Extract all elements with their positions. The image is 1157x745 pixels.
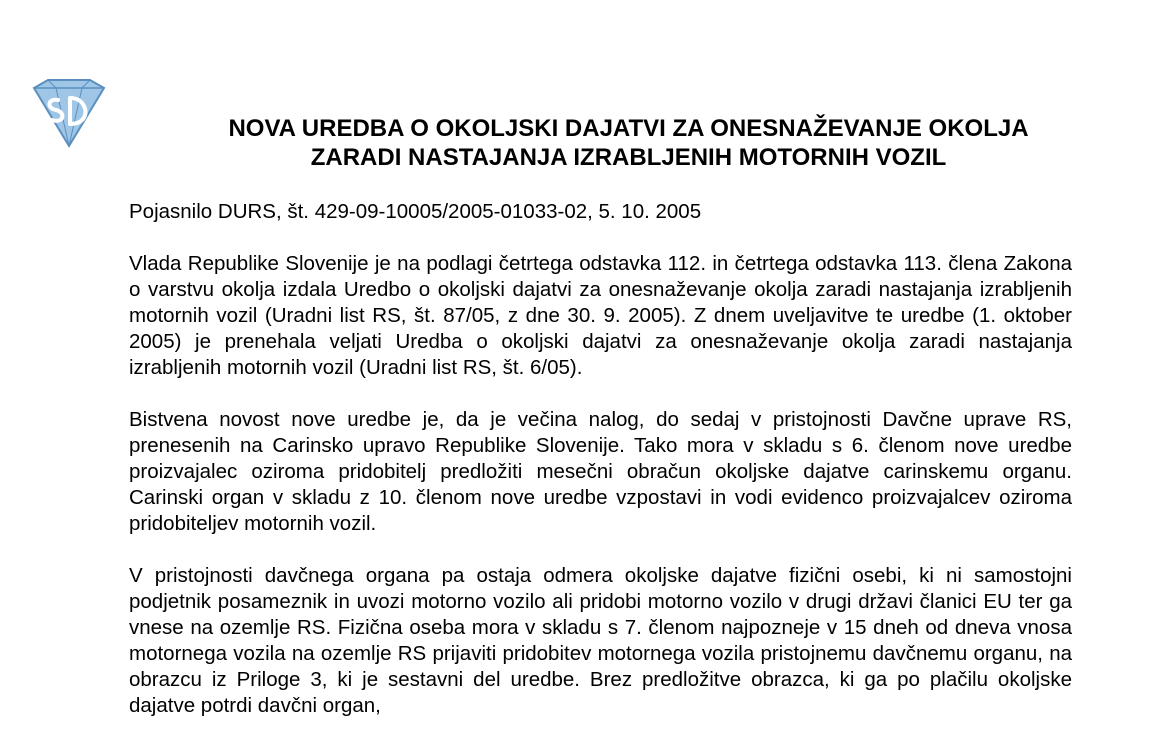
paragraph: V pristojnosti davčnega organa pa ostaja odmera okoljske dajatve fizični osebi, ki ni samostojni podjetnik posameznik in uvozi motorno vozilo ali pridobi motorno vozilo v drugi državi članici EU ter ga vnese na ozemlje RS. Fizična oseba mora v skladu s 7. členom najpozneje v 15 dneh od dneva vnosa motornega vozila na ozemlje RS prijaviti pridobitev motornega vozila pristojnemu davčnemu organu, na obrazcu iz Priloge 3, ki je sestavni del uredbe. Brez predložitve obrazca, ki ga po plačilu okoljske dajatve potrdi davčni organ, bbox=[129, 564, 1072, 717]
title-line: ZARADI NASTAJANJA IZRABLJENIH MOTORNIH VOZIL bbox=[310, 144, 947, 171]
title-line: NOVA UREDBA O OKOLJSKI DAJATVI ZA ONESNAŽEVANJE OKOLJA bbox=[228, 115, 1029, 142]
paragraph: Vlada Republike Slovenije je na podlagi četrtega odstavka 112. in četrtega odstavka 113. člena Zakona o varstvu okolja izdala Uredbo o okoljski dajatvi za onesnaževanje okolja zaradi nastajanja izrabljenih motornih vozil (Uradni list RS, št. 87/05, z dne 30. 9. 2005). Z dnem uveljavitve te uredbe (1. oktober 2005) je prenehala veljati Uredba o okoljski dajatvi za onesnaževanje okolja zaradi nastajanja izrabljenih motornih vozil (Uradni list RS, št. 6/05). bbox=[129, 252, 1072, 379]
paragraph: Bistvena novost nove uredbe je, da je večina nalog, do sedaj v pristojnosti Davčne uprave RS, prenesenih na Carinsko upravo Republike Slovenije. Tako mora v skladu s 6. členom nove uredbe proizvajalec oziroma pridobitelj predložiti mesečni obračun okoljske dajatve carinskemu organu. Carinski organ v skladu z 10. členom nove uredbe vzpostavi in vodi evidenco proizvajalcev oziroma pridobiteljev motornih vozil. bbox=[129, 408, 1072, 535]
reference-line: Pojasnilo DURS, št. 429-09-10005/2005-01033-02, 5. 10. 2005 bbox=[129, 200, 702, 223]
document-body bbox=[129, 199, 1072, 745]
document-title bbox=[100, 114, 1157, 172]
